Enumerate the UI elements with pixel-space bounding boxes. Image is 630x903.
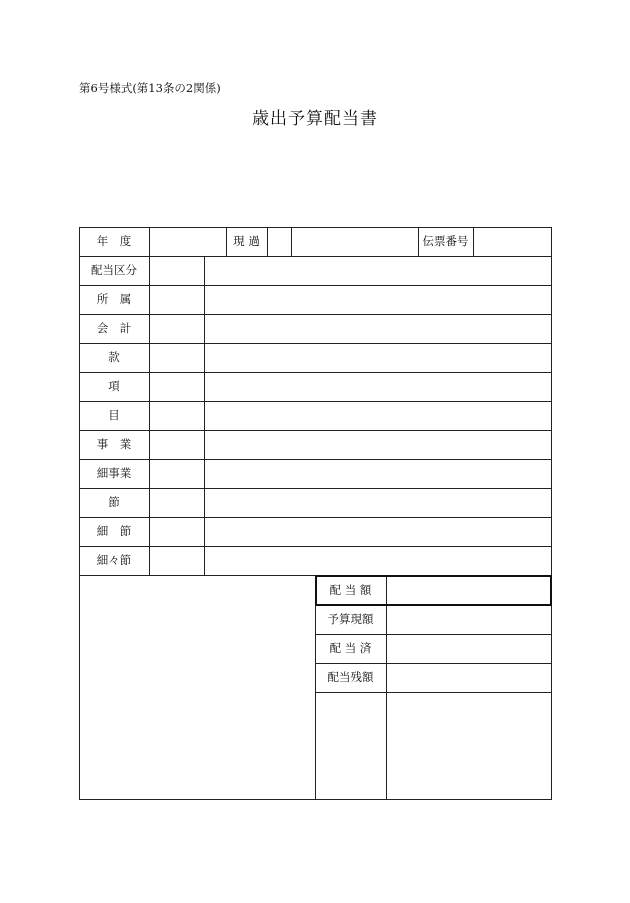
budget-current-amount-label: 予算現額 bbox=[327, 611, 374, 626]
current-past-label: 現 過 bbox=[233, 233, 260, 248]
column-line bbox=[204, 256, 205, 576]
subsection-label: 細 節 bbox=[96, 523, 132, 538]
fiscal-year-field[interactable] bbox=[150, 228, 226, 256]
project-label: 事 業 bbox=[96, 436, 132, 451]
table-border-right bbox=[551, 227, 552, 800]
allotment-category-label: 配当区分 bbox=[91, 262, 137, 277]
form-number: 第6号様式(第13条の2関係) bbox=[79, 81, 221, 95]
item-kou-label: 項 bbox=[108, 378, 120, 393]
document-title: 歳出予算配当書 bbox=[252, 109, 378, 129]
sub-project-label: 細事業 bbox=[96, 465, 132, 480]
blank-field[interactable] bbox=[292, 228, 418, 256]
current-past-field[interactable] bbox=[268, 228, 291, 256]
section-kan-label: 款 bbox=[108, 349, 120, 364]
section-setsu-label: 節 bbox=[108, 494, 120, 509]
column-line bbox=[149, 227, 150, 576]
allotment-amount-label: 配 当 額 bbox=[329, 582, 372, 597]
column-line bbox=[386, 575, 387, 800]
summary-row-line bbox=[315, 692, 552, 693]
voucher-number-label: 伝票番号 bbox=[422, 233, 469, 248]
allotment-balance-label: 配当残額 bbox=[327, 669, 374, 684]
voucher-number-field[interactable] bbox=[474, 228, 551, 256]
allotted-label: 配 当 済 bbox=[329, 640, 372, 655]
department-label: 所 属 bbox=[96, 291, 132, 306]
allotment-amount-field[interactable] bbox=[388, 577, 550, 604]
subitem-moku-label: 目 bbox=[108, 407, 120, 422]
fiscal-year-label: 年 度 bbox=[96, 233, 132, 248]
sub-subsection-label: 細々節 bbox=[96, 552, 132, 567]
account-label: 会 計 bbox=[96, 320, 132, 335]
